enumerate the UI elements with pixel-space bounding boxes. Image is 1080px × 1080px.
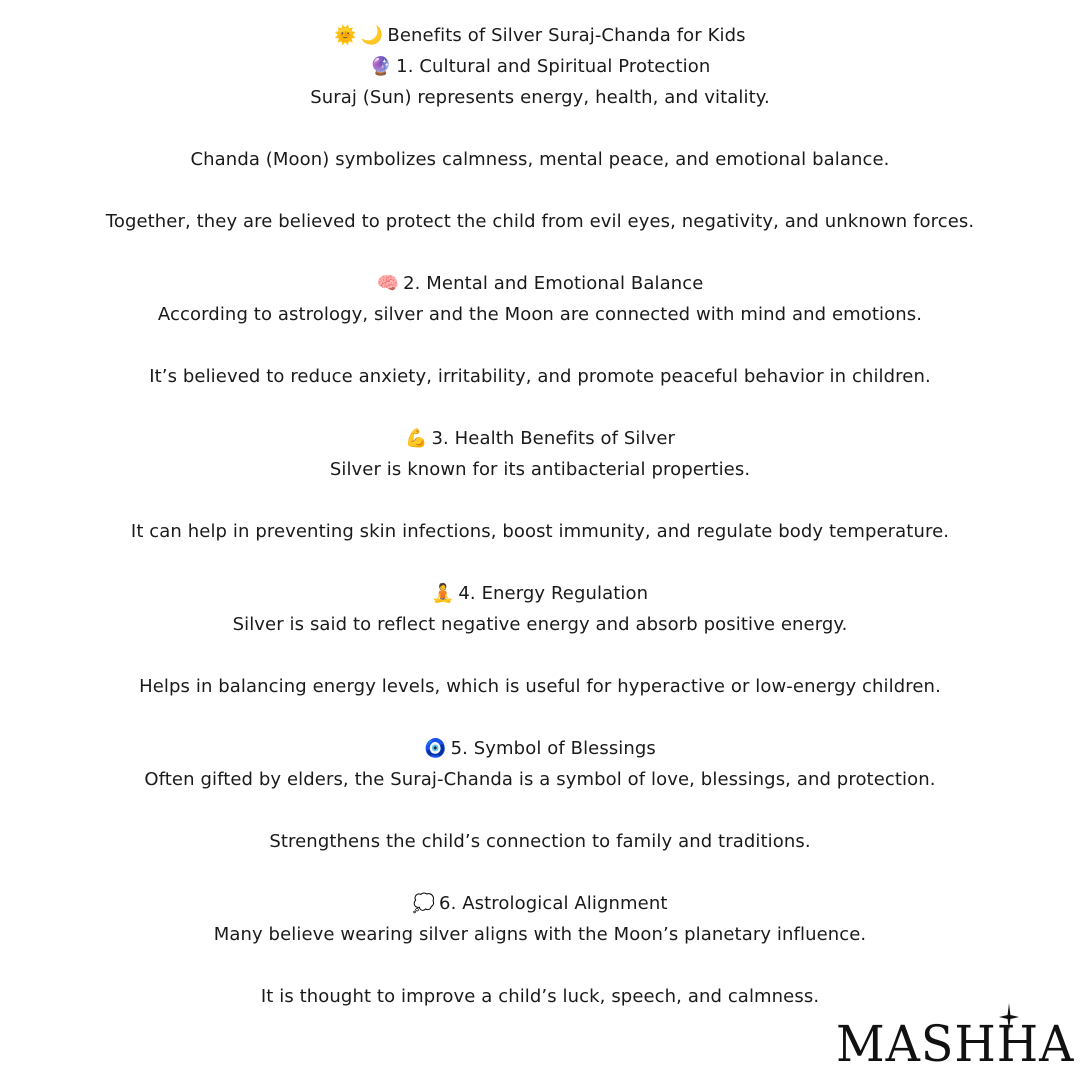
section-heading-text: 5. Symbol of Blessings [450,738,656,759]
thought-bubble-icon: 💭 [412,893,436,914]
moon-icon: 🌙 [360,25,384,46]
section-heading-text: 3. Health Benefits of Silver [431,428,676,449]
section-heading [0,733,1080,764]
sun-icon: 🌞 [334,25,357,46]
page-title [0,20,1080,51]
flexed-biceps-icon: 💪 [404,428,428,449]
paragraph: It is thought to improve a child’s luck, speech, and calmness. [260,986,820,1007]
logo-wordmark: MASHHA [836,1015,1075,1073]
article-body [0,20,1080,1012]
meditation-icon: 🧘 [431,583,455,604]
crystal-ball-icon: 🔮 [369,56,393,77]
paragraph: Many believe wearing silver aligns with the Moon’s planetary influence. [213,924,867,945]
paragraph: According to astrology, silver and the Moon are connected with mind and emotions. [157,304,923,325]
paragraph: Helps in balancing energy levels, which is useful for hyperactive or low-energy children. [139,676,941,697]
paragraph: Silver is known for its antibacterial properties. [329,459,751,480]
paragraph: Often gifted by elders, the Suraj-Chanda is a symbol of love, blessings, and protection. [144,769,936,790]
section-heading-text: 2. Mental and Emotional Balance [403,273,704,294]
section-heading [0,888,1080,919]
paragraph: Strengthens the child’s connection to family and traditions. [269,831,811,852]
paragraph: Together, they are believed to protect the child from evil eyes, negativity, and unknown forces. [105,211,975,232]
section-heading [0,268,1080,299]
brand-logo [836,1003,1075,1073]
paragraph: Chanda (Moon) symbolizes calmness, mental peace, and emotional balance. [190,149,890,170]
paragraph: It’s believed to reduce anxiety, irritability, and promote peaceful behavior in children. [149,366,931,387]
evil-eye-icon: 🧿 [424,738,447,759]
section-heading-text: 1. Cultural and Spiritual Protection [396,56,711,77]
brain-icon: 🧠 [376,273,400,294]
paragraph: Suraj (Sun) represents energy, health, and vitality. [310,87,770,108]
section-heading [0,423,1080,454]
section-heading [0,578,1080,609]
paragraph: Silver is said to reflect negative energy and absorb positive energy. [232,614,848,635]
paragraph: It can help in preventing skin infections, boost immunity, and regulate body temperature. [130,521,950,542]
section-heading [0,51,1080,82]
page-title-text: Benefits of Silver Suraj-Chanda for Kids [387,25,746,46]
section-heading-text: 4. Energy Regulation [458,583,649,604]
section-heading-text: 6. Astrological Alignment [439,893,668,914]
